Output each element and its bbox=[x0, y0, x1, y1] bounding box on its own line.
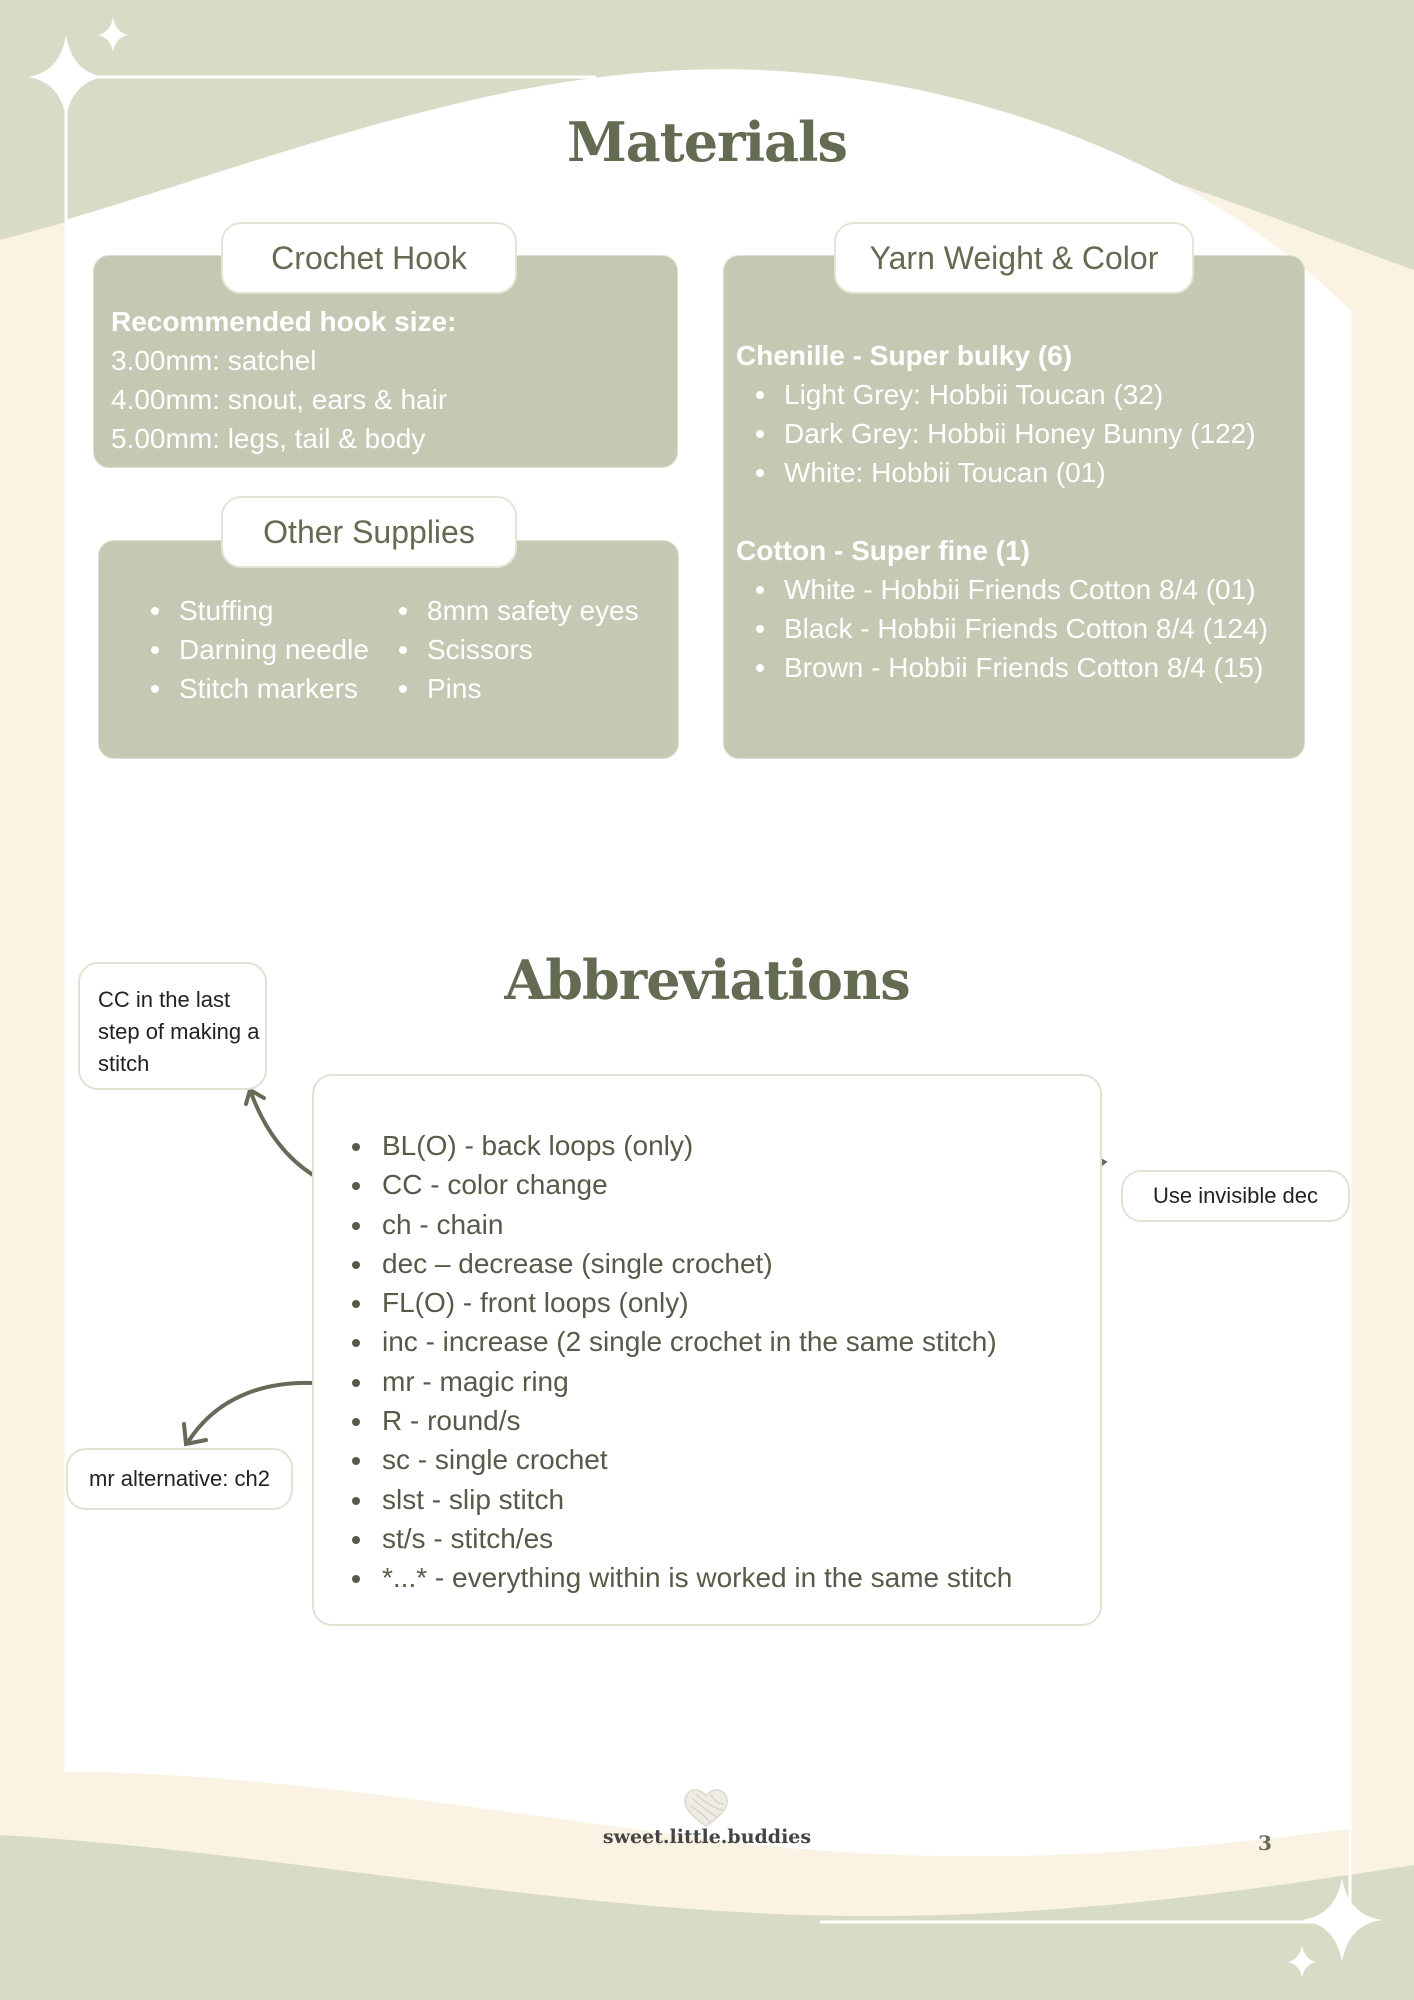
yarn-list-cotton bbox=[736, 570, 1306, 687]
list-item: inc - increase (2 single crochet in the same stitch) bbox=[344, 1322, 1012, 1361]
other-supplies-tab: Other Supplies bbox=[221, 496, 517, 568]
crochet-hook-content bbox=[111, 302, 456, 458]
hook-size-line: 4.00mm: snout, ears & hair bbox=[111, 384, 448, 415]
list-item: st/s - stitch/es bbox=[344, 1519, 1012, 1558]
heart-yarn-icon bbox=[680, 1786, 732, 1828]
list-item: Pins bbox=[379, 669, 639, 708]
list-item: White: Hobbii Toucan (01) bbox=[736, 453, 1306, 492]
footer-brand: sweet.little.buddies bbox=[602, 1826, 812, 1848]
dec-note: Use invisible dec bbox=[1121, 1170, 1350, 1222]
list-item: Brown - Hobbii Friends Cotton 8/4 (15) bbox=[736, 648, 1306, 687]
list-item: R - round/s bbox=[344, 1401, 1012, 1440]
list-item: Dark Grey: Hobbii Honey Bunny (122) bbox=[736, 414, 1306, 453]
hook-size-heading: Recommended hook size: bbox=[111, 306, 457, 337]
list-item: Darning needle bbox=[131, 630, 369, 669]
list-item: ch - chain bbox=[344, 1205, 1012, 1244]
abbreviations-list bbox=[344, 1126, 1012, 1598]
supplies-column-2 bbox=[379, 591, 639, 708]
materials-title: Materials bbox=[567, 110, 847, 174]
list-item: Scissors bbox=[379, 630, 639, 669]
yarn-list-chenille bbox=[736, 375, 1306, 492]
page-number: 3 bbox=[1258, 1831, 1272, 1855]
hook-size-line: 5.00mm: legs, tail & body bbox=[111, 423, 426, 454]
crochet-hook-tab: Crochet Hook bbox=[221, 222, 517, 294]
list-item: sc - single crochet bbox=[344, 1440, 1012, 1479]
list-item: dec – decrease (single crochet) bbox=[344, 1244, 1012, 1283]
list-item: CC - color change bbox=[344, 1165, 1012, 1204]
list-item: Stuffing bbox=[131, 591, 369, 630]
abbreviations-title: Abbreviations bbox=[504, 948, 910, 1012]
other-supplies-card bbox=[98, 540, 679, 759]
mr-note: mr alternative: ch2 bbox=[66, 1448, 293, 1510]
list-item: Stitch markers bbox=[131, 669, 369, 708]
yarn-group-heading: Chenille - Super bulky (6) bbox=[736, 340, 1073, 371]
yarn-group-heading: Cotton - Super fine (1) bbox=[736, 535, 1030, 566]
list-item: BL(O) - back loops (only) bbox=[344, 1126, 1012, 1165]
list-item: mr - magic ring bbox=[344, 1362, 1012, 1401]
list-item: slst - slip stitch bbox=[344, 1480, 1012, 1519]
list-item: 8mm safety eyes bbox=[379, 591, 639, 630]
list-item: Light Grey: Hobbii Toucan (32) bbox=[736, 375, 1306, 414]
list-item: FL(O) - front loops (only) bbox=[344, 1283, 1012, 1322]
hook-size-line: 3.00mm: satchel bbox=[111, 345, 317, 376]
yarn-card bbox=[723, 255, 1305, 759]
list-item: *...* - everything within is worked in the same stitch bbox=[344, 1558, 1012, 1597]
list-item: White - Hobbii Friends Cotton 8/4 (01) bbox=[736, 570, 1306, 609]
cc-note: CC in the last step of making a stitch bbox=[78, 962, 267, 1090]
supplies-column-1 bbox=[131, 591, 369, 708]
yarn-content bbox=[736, 336, 1306, 687]
abbreviations-box bbox=[312, 1074, 1102, 1626]
yarn-tab: Yarn Weight & Color bbox=[834, 222, 1194, 294]
list-item: Black - Hobbii Friends Cotton 8/4 (124) bbox=[736, 609, 1306, 648]
